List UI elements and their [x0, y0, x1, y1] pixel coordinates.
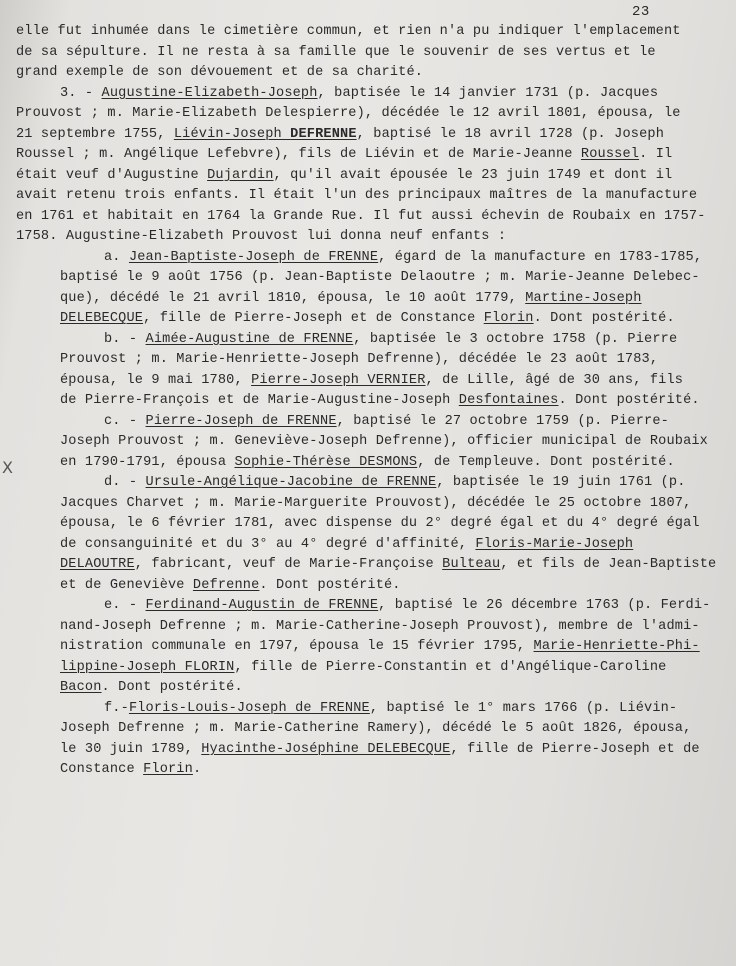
text-segment: .: [192, 762, 202, 777]
text-segment: Joseph Prouvost ; m. Geneviève-Joseph Defrenne), officier municipal de Roubaix: [60, 434, 708, 449]
text-segment: et de Geneviève: [60, 577, 193, 593]
text-line: [0, 227, 736, 248]
text-line: [0, 637, 736, 658]
underlined-name: Jean-Baptiste-Joseph de FRENNE: [128, 249, 379, 265]
text-line: [0, 412, 736, 433]
text-segment: épousa, le 6 février 1781, avec dispense du 2° degré égal et du 4° degré égal: [60, 516, 700, 531]
underlined-name: Sophie-Thérèse DESMONS: [234, 454, 418, 470]
text-segment: était veuf d'Augustine: [16, 167, 208, 183]
underlined-name: Martine-Joseph: [525, 290, 642, 306]
text-segment: 1758. Augustine-Elizabeth Prouvost lui donna neuf enfants :: [16, 229, 507, 244]
text-segment: 3. -: [60, 85, 102, 101]
text-segment: . Il: [639, 147, 673, 162]
text-line: [0, 289, 736, 310]
underlined-name: Desfontaines: [458, 393, 559, 408]
text-segment: le 30 juin 1789,: [60, 741, 202, 757]
text-segment: e. -: [104, 598, 146, 613]
document-body: [0, 22, 736, 781]
text-line: [0, 268, 736, 289]
text-segment: en 1761 et habitait en 1764 la Grande Rue. Il fut aussi échevin de Roubaix en 1757-: [16, 208, 706, 224]
text-segment: , qu'il avait épousée le 23 juin 1749 et dont il: [273, 167, 673, 183]
text-segment: nistration communale en 1797, épousa le 15 février 1795,: [60, 639, 534, 654]
text-segment: , fille de Pierre-Joseph et de Constance: [143, 311, 484, 326]
text-line: [0, 576, 736, 597]
text-segment: . Dont postérité.: [533, 311, 675, 326]
text-segment: , de Templeuve. Dont postérité.: [417, 454, 675, 470]
text-line: [0, 699, 736, 720]
underlined-name: Roussel: [580, 147, 640, 162]
text-segment: , égard de la manufacture en 1783-1785,: [378, 249, 703, 265]
text-segment: c. -: [104, 413, 146, 429]
text-line: [0, 371, 736, 392]
text-segment: baptisé le 9 août 1756 (p. Jean-Baptiste Delaoutre ; m. Marie-Jeanne Delebec-: [60, 270, 700, 285]
margin-mark: X: [2, 458, 13, 477]
text-line: [0, 43, 736, 64]
text-line: [0, 104, 736, 125]
text-segment: , et fils de Jean-Baptiste: [500, 557, 717, 572]
text-line: [0, 22, 736, 43]
text-segment: Prouvost ; m. Marie-Henriette-Joseph Defrenne), décédée le 23 août 1783,: [60, 352, 659, 367]
text-line: [0, 391, 736, 412]
text-line: [0, 514, 736, 535]
text-segment: . Dont postérité.: [259, 577, 401, 593]
text-segment: , baptisé le 1° mars 1766 (p. Liévin-: [369, 700, 678, 716]
text-line: [0, 330, 736, 351]
text-line: [0, 555, 736, 576]
underlined-name: Dujardin: [207, 167, 274, 183]
text-segment: de Pierre-François et de Marie-Augustine-Joseph: [60, 393, 459, 408]
text-segment: , fille de Pierre-Constantin et d'Angélique-Caroline: [234, 659, 667, 675]
text-line: [0, 473, 736, 494]
text-segment: Jacques Charvet ; m. Marie-Marguerite Prouvost), décédée le 25 octobre 1807,: [60, 495, 692, 511]
text-segment: nand-Joseph Defrenne ; m. Marie-Catherine-Joseph Prouvost), membre de l'admi-: [60, 618, 700, 634]
text-line: [0, 84, 736, 105]
text-segment: a.: [104, 249, 129, 265]
text-line: [0, 248, 736, 269]
underlined-name: Florin: [483, 311, 534, 326]
underlined-name: Pierre-Joseph de FRENNE: [145, 413, 337, 429]
text-segment: , de Lille, âgé de 30 ans, fils: [425, 372, 684, 388]
text-line: [0, 207, 736, 228]
text-segment: Constance: [60, 762, 144, 777]
underlined-name: DEFRENNE: [290, 126, 357, 142]
underlined-name: Augustine-Elizabeth-Joseph: [101, 85, 318, 101]
text-segment: , baptisée le 3 octobre 1758 (p. Pierre: [353, 331, 678, 347]
text-line: [0, 760, 736, 781]
text-line: [0, 145, 736, 166]
underlined-name: Bulteau: [442, 557, 501, 572]
underlined-name: Bacon: [60, 680, 102, 695]
text-line: [0, 740, 736, 761]
underlined-name: lippine-Joseph FLORIN: [60, 659, 235, 675]
underlined-name: Floris-Louis-Joseph de FRENNE: [128, 700, 370, 716]
text-line: [0, 719, 736, 740]
text-segment: f.-: [104, 700, 129, 716]
text-line: [0, 350, 736, 371]
underlined-name: Marie-Henriette-Phi-: [533, 639, 700, 654]
underlined-name: DELAOUTRE: [60, 557, 135, 572]
text-line: [0, 309, 736, 330]
text-line: [0, 535, 736, 556]
text-segment: . Dont postérité.: [101, 680, 243, 695]
text-line: [0, 678, 736, 699]
text-line: [0, 432, 736, 453]
text-segment: , baptisé le 26 décembre 1763 (p. Ferdi-: [378, 598, 711, 613]
text-segment: d. -: [104, 475, 146, 490]
text-segment: que), décédé le 21 avril 1810, épousa, le 10 août 1779,: [60, 290, 526, 306]
text-segment: b. -: [104, 331, 146, 347]
text-segment: . Dont postérité.: [558, 393, 700, 408]
underlined-name: Liévin-Joseph: [173, 126, 291, 142]
text-segment: grand exemple de son dévouement et de sa charité.: [16, 65, 424, 80]
text-segment: , fille de Pierre-Joseph et de: [450, 741, 700, 757]
text-segment: en 1790-1791, épousa: [60, 454, 235, 470]
text-segment: , baptisée le 14 janvier 1731 (p. Jacques: [317, 85, 659, 101]
text-line: [0, 63, 736, 84]
text-segment: avait retenu trois enfants. Il était l'un des principaux maîtres de la manufacture: [16, 188, 698, 203]
underlined-name: Florin: [143, 762, 193, 777]
text-segment: Joseph Defrenne ; m. Marie-Catherine Ramery), décédé le 5 août 1826, épousa,: [60, 721, 692, 736]
page-number: 23: [632, 4, 650, 20]
text-segment: , baptisé le 27 octobre 1759 (p. Pierre-: [336, 413, 669, 429]
text-segment: , baptisée le 19 juin 1761 (p.: [436, 475, 686, 490]
underlined-name: Defrenne: [192, 577, 260, 593]
text-segment: 21 septembre 1755,: [16, 126, 174, 142]
text-segment: , baptisé le 18 avril 1728 (p. Joseph: [356, 126, 665, 142]
text-segment: Roussel ; m. Angélique Lefebvre), fils de Liévin et de Marie-Jeanne: [16, 147, 581, 162]
text-segment: épousa, le 9 mai 1780,: [60, 372, 252, 388]
underlined-name: Hyacinthe-Joséphine DELEBECQUE: [201, 741, 451, 757]
text-segment: , fabricant, veuf de Marie-Françoise: [134, 557, 443, 572]
underlined-name: Ferdinand-Augustin de FRENNE: [145, 598, 379, 613]
underlined-name: Floris-Marie-Joseph: [475, 536, 634, 552]
text-line: [0, 186, 736, 207]
text-line: [0, 125, 736, 146]
underlined-name: Ursule-Angélique-Jacobine de FRENNE: [145, 475, 437, 490]
text-line: [0, 494, 736, 515]
text-line: [0, 453, 736, 474]
text-segment: Prouvost ; m. Marie-Elizabeth Delespierre), décédée le 12 avril 1801, épousa, le: [16, 106, 681, 121]
text-segment: elle fut inhumée dans le cimetière commun, et rien n'a pu indiquer l'emplacement: [16, 24, 681, 39]
underlined-name: Aimée-Augustine de FRENNE: [145, 331, 354, 347]
underlined-name: DELEBECQUE: [60, 311, 144, 326]
text-segment: de sa sépulture. Il ne resta à sa famille que le souvenir de ses vertus et le: [16, 44, 656, 60]
text-line: [0, 617, 736, 638]
text-segment: de consanguinité et du 3° au 4° degré d'affinité,: [60, 536, 476, 552]
text-line: [0, 166, 736, 187]
text-line: [0, 658, 736, 679]
text-line: [0, 596, 736, 617]
underlined-name: Pierre-Joseph VERNIER: [251, 372, 426, 388]
